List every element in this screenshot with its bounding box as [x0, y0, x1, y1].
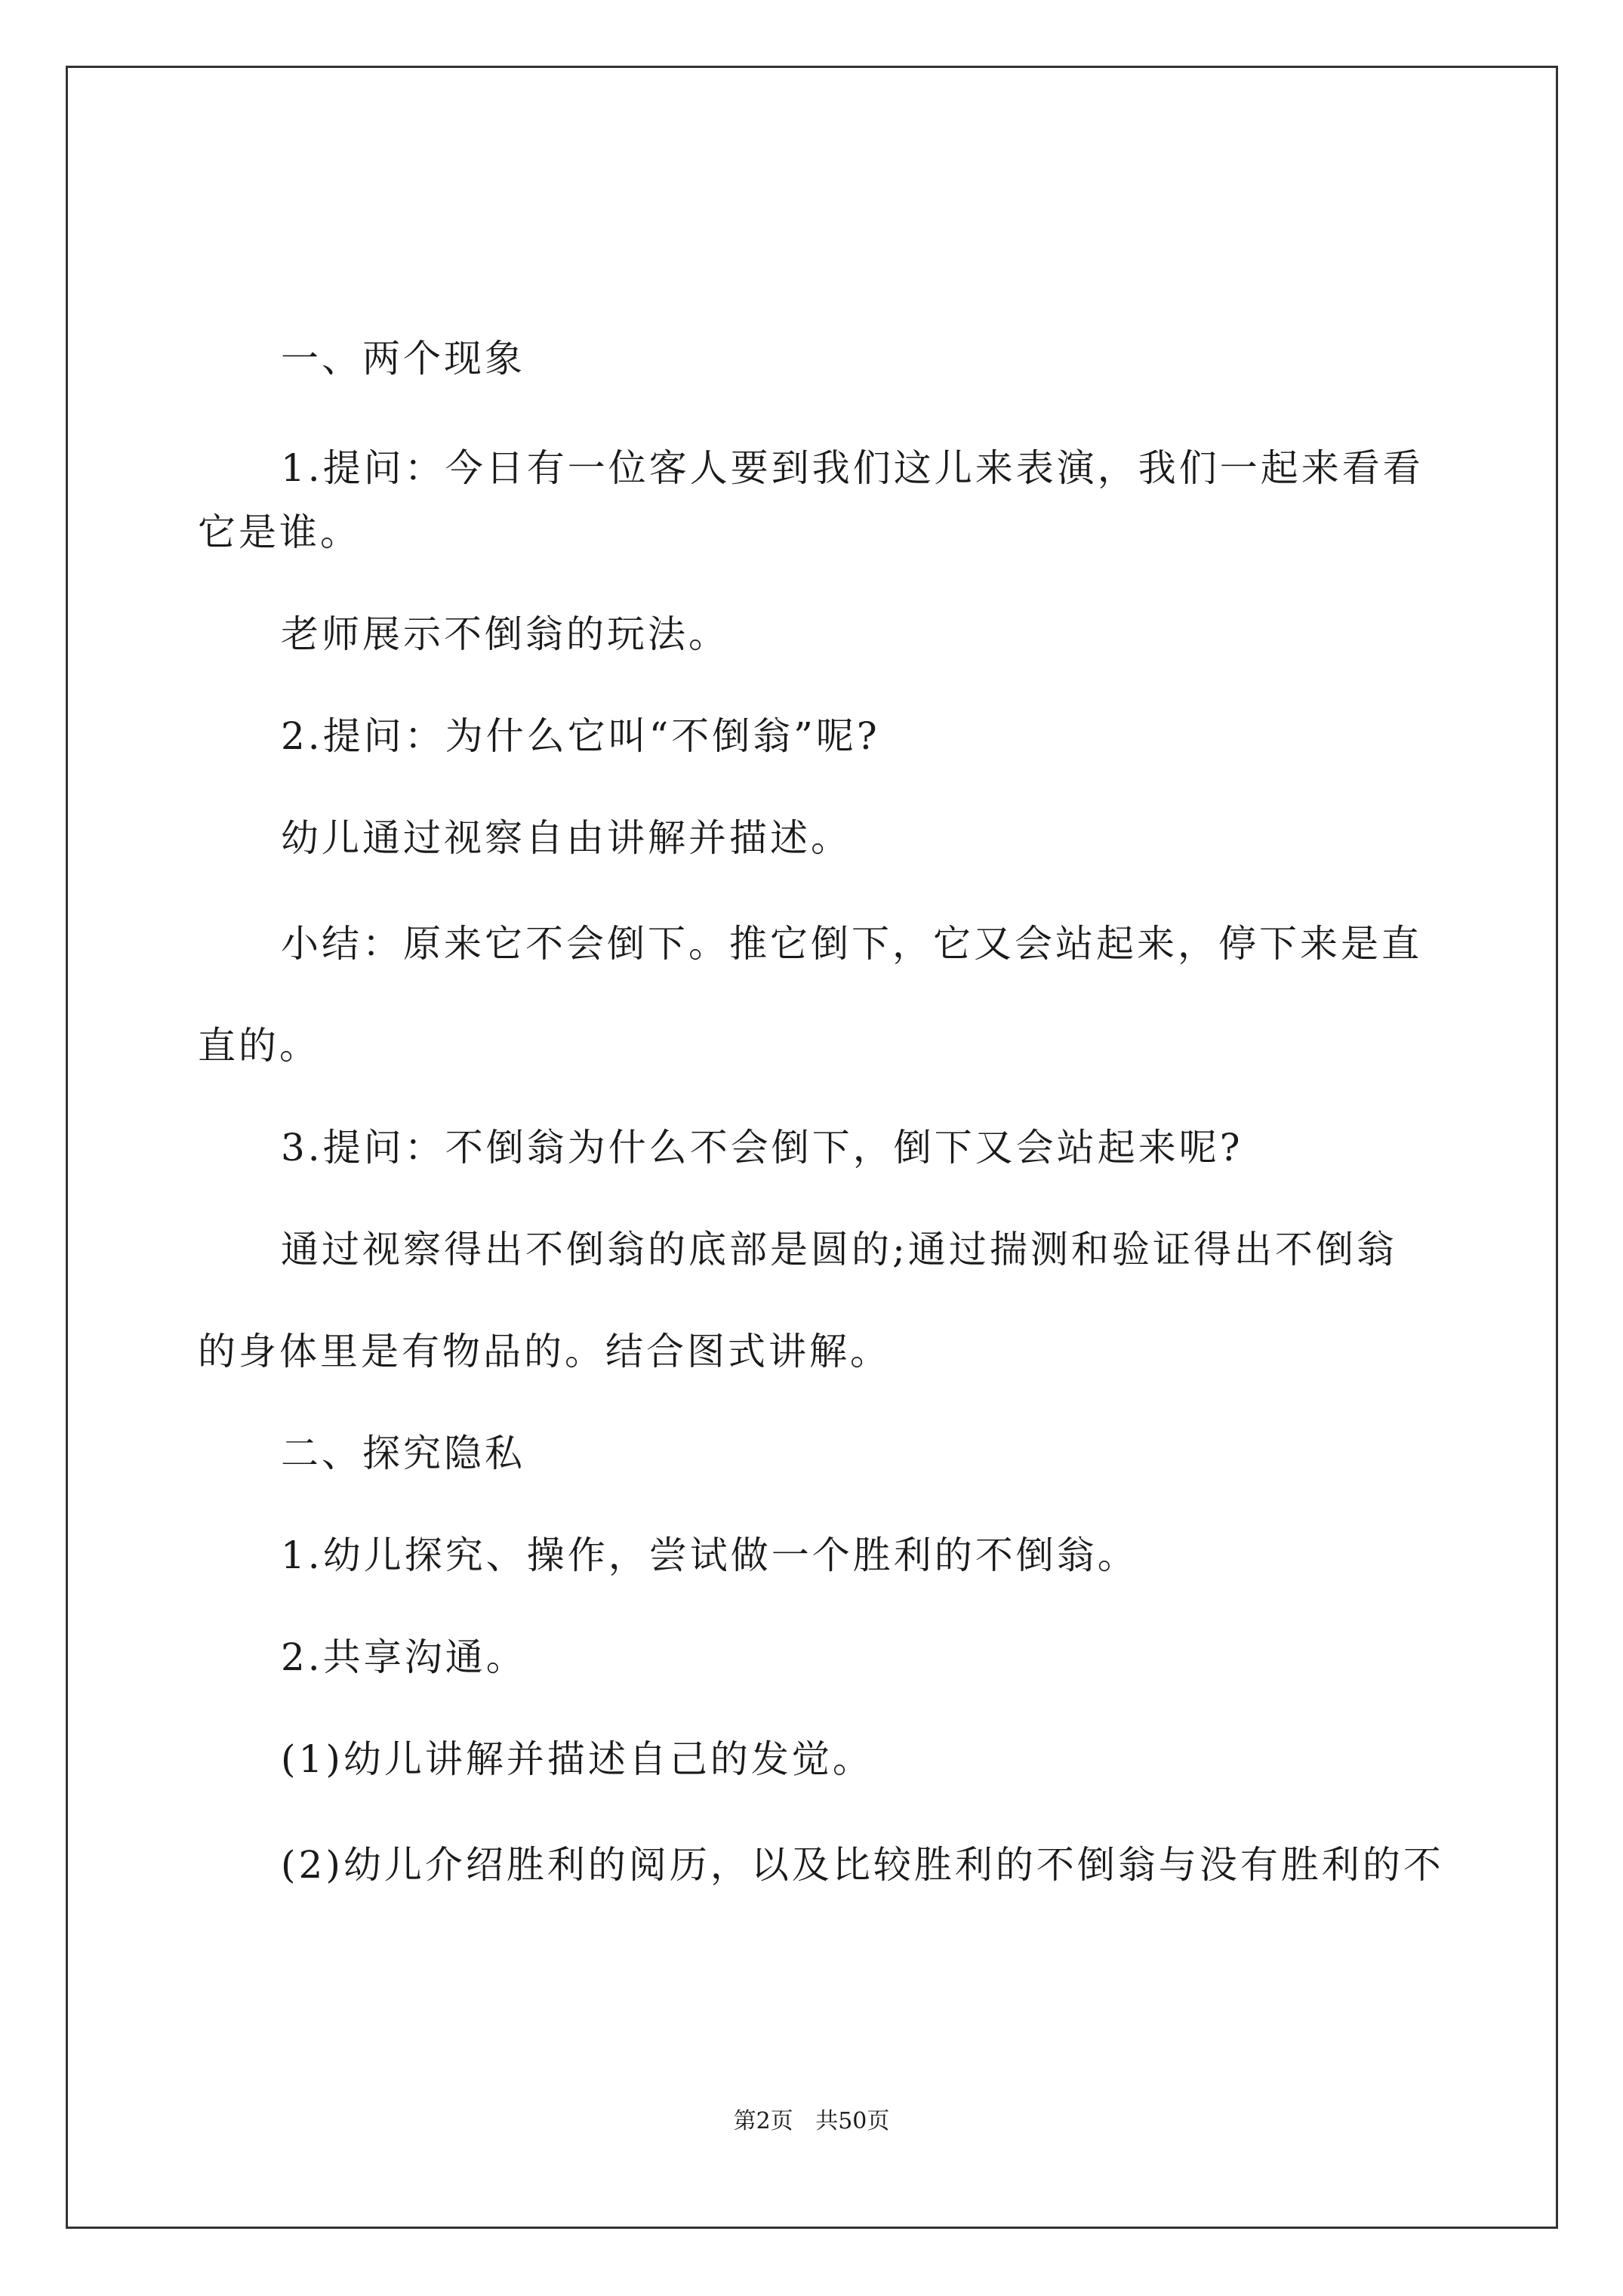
paragraph-line: 1.幼儿探究、操作，尝试做一个胜利的不倒翁。 [281, 1533, 1138, 1577]
paragraph-line: (1)幼儿讲解并描述自己的发觉。 [281, 1737, 873, 1781]
paragraph-line: 它是谁。 [198, 510, 361, 554]
paragraph-line: 1.提问：今日有一位客人要到我们这儿来表演，我们一起来看看 [281, 446, 1424, 490]
paragraph-line: 2.提问：为什么它叫“不倒翁”呢? [281, 714, 880, 758]
paragraph-line: 直的。 [198, 1024, 320, 1068]
paragraph-line: 小结：原来它不会倒下。推它倒下，它又会站起来，停下来是直 [281, 922, 1422, 966]
page-footer [0, 2106, 1623, 2137]
page-total: 共50页 [815, 2108, 890, 2134]
paragraph-line: 老师展示不倒翁的玩法。 [281, 612, 729, 656]
paragraph-line: 3.提问：不倒翁为什么不会倒下，倒下又会站起来呢? [281, 1126, 1243, 1170]
section-heading: 一、两个现象 [281, 337, 525, 381]
paragraph-line: 2.共享沟通。 [281, 1635, 527, 1679]
paragraph-line: (2)幼儿介绍胜利的阅历，以及比较胜利的不倒翁与没有胜利的不 [281, 1843, 1444, 1887]
paragraph-line: 通过视察得出不倒翁的底部是圆的;通过揣测和验证得出不倒翁 [281, 1228, 1397, 1271]
section-heading: 二、探究隐私 [281, 1432, 525, 1475]
page-number: 第2页 [733, 2108, 793, 2134]
paragraph-line: 的身体里是有物品的。结合图式讲解。 [198, 1330, 891, 1373]
paragraph-line: 幼儿通过视察自由讲解并描述。 [281, 816, 852, 860]
